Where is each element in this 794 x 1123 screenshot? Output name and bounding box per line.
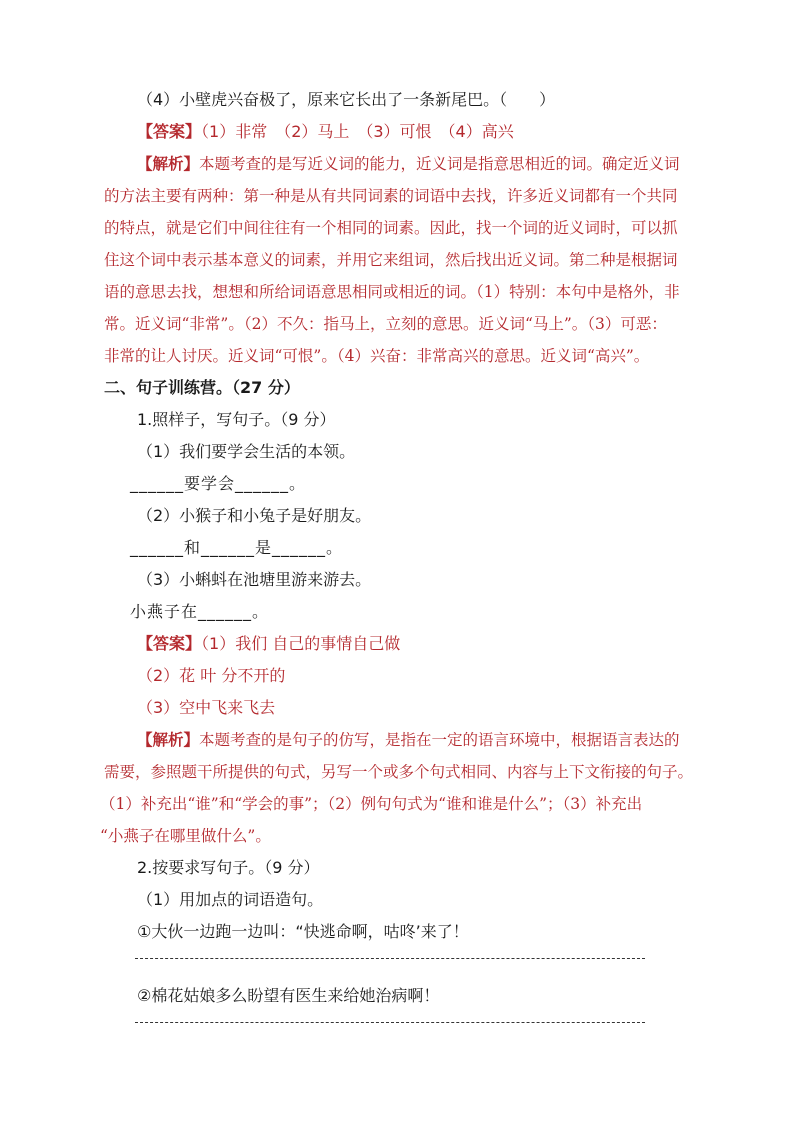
question-subtitle: （1）用加点的词语造句。	[137, 890, 324, 909]
answer-label: 【答案】	[137, 122, 202, 141]
question-title: 1.照样子，写句子。（9 分）	[137, 410, 336, 429]
answer-block-2	[137, 634, 400, 654]
question-item-4: （4）小壁虎兴奋极了，原来它长出了一条新尾巴。（ ）	[137, 90, 556, 109]
example-sentence: （2）小猴子和小兔子是好朋友。	[137, 506, 372, 525]
analysis-line: 住这个词中表示基本意义的词素，并用它来组词，然后找出近义词。第二种是根据词	[104, 251, 678, 269]
analysis-line: 非常的让人讨厌。近义词“可恨”。（4）兴奋：非常高兴的意思。近义词“高兴”。	[104, 347, 650, 365]
answer-text: （2）花 叶 分不开的	[137, 666, 286, 685]
answer-label: 【答案】	[137, 634, 202, 653]
answer-text: （1）非常 （2）马上 （3）可恨 （4）高兴	[201, 122, 514, 141]
example-sentence: ②棉花姑娘多么盼望有医生来给她治病啊！	[137, 986, 440, 1005]
example-sentence: （3）小蝌蚪在池塘里游来游去。	[137, 570, 372, 589]
question-title: 2.按要求写句子。（9 分）	[137, 858, 320, 877]
answer-pattern: 小燕子在______。	[130, 602, 270, 621]
section-title: 二、句子训练营。（27 分）	[104, 378, 300, 397]
analysis-line: 的特点，就是它们中间往往有一个相同的词素。因此，找一个词的近义词时，可以抓	[104, 219, 678, 237]
analysis-line: 【解析】本题考查的是写近义词的能力，近义词是指意思相近的词。确定近义词	[137, 154, 680, 173]
analysis-line: “小燕子在哪里做什么”。	[100, 827, 271, 845]
analysis-line: 语的意思去找，想想和所给词语意思相同或相近的词。（1）特别：本句中是格外，非	[104, 283, 680, 301]
answer-line[interactable]	[135, 958, 645, 959]
analysis-line: 需要，参照题干所提供的句式，另写一个或多个句式相同、内容与上下文衔接的句子。	[104, 763, 694, 781]
answer-pattern: ______和______是______。	[130, 538, 344, 557]
analysis-label: 【解析】	[137, 154, 200, 173]
answer-block-1	[137, 122, 514, 142]
example-sentence: （1）我们要学会生活的本领。	[137, 442, 356, 461]
analysis-line: 【解析】本题考查的是句子的仿写，是指在一定的语言环境中，根据语言表达的	[137, 730, 680, 749]
analysis-label: 【解析】	[137, 730, 200, 749]
analysis-line: 常。近义词“非常”。（2）不久：指马上，立刻的意思。近义词“马上”。（3）可恶：	[104, 315, 667, 333]
example-sentence: ①大伙一边跑一边叫：“快逃命啊，咕咚’来了！	[137, 922, 469, 941]
analysis-line: 的方法主要有两种：第一种是从有共同词素的词语中去找，许多近义词都有一个共同	[104, 187, 678, 205]
answer-line[interactable]	[135, 1022, 645, 1023]
answer-pattern: ______要学会______。	[130, 474, 307, 493]
answer-text: （1）我们 自己的事情自己做	[201, 634, 401, 653]
analysis-line: （1）补充出“谁”和“学会的事”；（2）例句句式为“谁和谁是什么”；（3）补充出	[100, 795, 643, 813]
answer-text: （3）空中飞来飞去	[137, 698, 276, 717]
